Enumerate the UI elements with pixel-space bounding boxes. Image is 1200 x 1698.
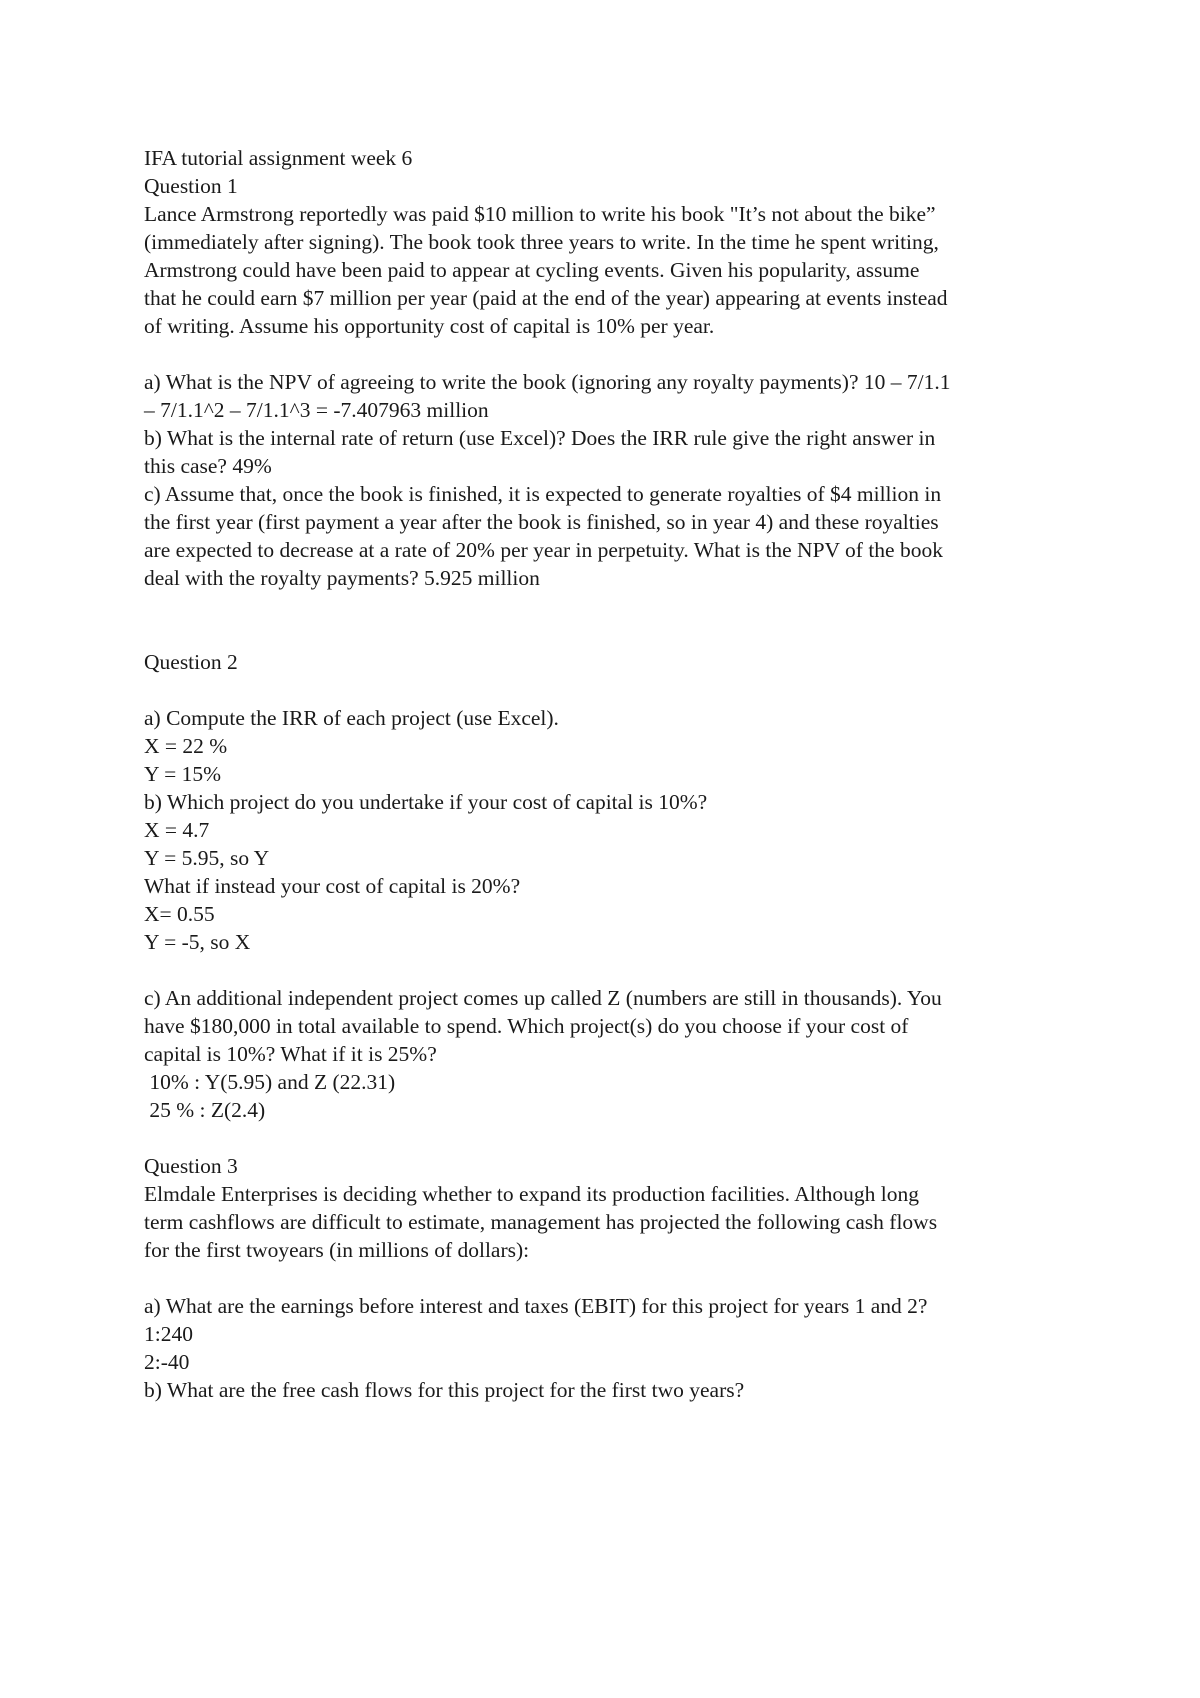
- q2-part-c-line: capital is 10%? What if it is 25%?: [144, 1042, 437, 1066]
- document-title: IFA tutorial assignment week 6: [144, 146, 413, 170]
- q2-part-b-line: X = 4.7: [144, 818, 210, 842]
- q3-intro-line: for the first twoyears (in millions of dollars):: [144, 1238, 530, 1262]
- q1-part-a-line: a) What is the NPV of agreeing to write the book (ignoring any royalty payments)? 10 – 7/1.1: [144, 370, 951, 394]
- q1-part-c-line: c) Assume that, once the book is finished, it is expected to generate royalties of $4 million in: [144, 482, 942, 506]
- q2-part-c-line: have $180,000 in total available to spend. Which project(s) do you choose if your cost of: [144, 1014, 909, 1038]
- q3-part-a-line: 1:240: [144, 1322, 193, 1346]
- q1-part-c-line: the first year (first payment a year after the book is finished, so in year 4) and these royalties: [144, 510, 939, 534]
- q2-part-b-line: Y = 5.95, so Y: [144, 846, 270, 870]
- question-2-heading: Question 2: [144, 650, 238, 674]
- blank-line: [144, 340, 1064, 368]
- q3-intro-line: term cashflows are difficult to estimate, management has projected the following cash flows: [144, 1210, 938, 1234]
- q3-part-a-line: 2:-40: [144, 1350, 190, 1374]
- q1-intro-line: Lance Armstrong reportedly was paid $10 million to write his book "It’s not about the bike”: [144, 202, 936, 226]
- q3-part-b-line: b) What are the free cash flows for this project for the first two years?: [144, 1378, 745, 1402]
- q2-part-a-line: a) Compute the IRR of each project (use Excel).: [144, 706, 559, 730]
- q2-part-c-line: c) An additional independent project comes up called Z (numbers are still in thousands). You: [144, 986, 942, 1010]
- document-body: [144, 144, 1064, 1404]
- q1-part-a-line: – 7/1.1^2 – 7/1.1^3 = -7.407963 million: [144, 398, 489, 422]
- q2-part-b-line: b) Which project do you undertake if your cost of capital is 10%?: [144, 790, 708, 814]
- q2-part-b-line: Y = -5, so X: [144, 930, 251, 954]
- q2-part-c-line: 10% : Y(5.95) and Z (22.31): [144, 1070, 396, 1094]
- q2-part-b-line: X= 0.55: [144, 902, 215, 926]
- blank-line: [144, 592, 1064, 620]
- blank-line: [144, 676, 1064, 704]
- question-3-heading: Question 3: [144, 1154, 238, 1178]
- q2-part-b-line: What if instead your cost of capital is 20%?: [144, 874, 521, 898]
- blank-line: [144, 956, 1064, 984]
- q2-part-c-line: 25 % : Z(2.4): [144, 1098, 266, 1122]
- q1-part-c-line: are expected to decrease at a rate of 20% per year in perpetuity. What is the NPV of the book: [144, 538, 943, 562]
- q2-part-a-line: X = 22 %: [144, 734, 228, 758]
- q3-intro-line: Elmdale Enterprises is deciding whether to expand its production facilities. Although long: [144, 1182, 920, 1206]
- blank-line: [144, 1124, 1064, 1152]
- q1-intro-line: that he could earn $7 million per year (paid at the end of the year) appearing at events instead: [144, 286, 948, 310]
- q1-part-b-line: b) What is the internal rate of return (use Excel)? Does the IRR rule give the right answer in: [144, 426, 936, 450]
- question-1-heading: Question 1: [144, 174, 238, 198]
- q1-intro-line: Armstrong could have been paid to appear at cycling events. Given his popularity, assume: [144, 258, 920, 282]
- q3-part-a-line: a) What are the earnings before interest and taxes (EBIT) for this project for years 1 and 2?: [144, 1294, 928, 1318]
- q1-intro-line: of writing. Assume his opportunity cost of capital is 10% per year.: [144, 314, 715, 338]
- q1-part-c-line: deal with the royalty payments? 5.925 million: [144, 566, 540, 590]
- q1-intro-line: (immediately after signing). The book took three years to write. In the time he spent writing,: [144, 230, 939, 254]
- blank-line: [144, 1264, 1064, 1292]
- q1-part-b-line: this case? 49%: [144, 454, 272, 478]
- q2-part-a-line: Y = 15%: [144, 762, 222, 786]
- blank-line: [144, 620, 1064, 648]
